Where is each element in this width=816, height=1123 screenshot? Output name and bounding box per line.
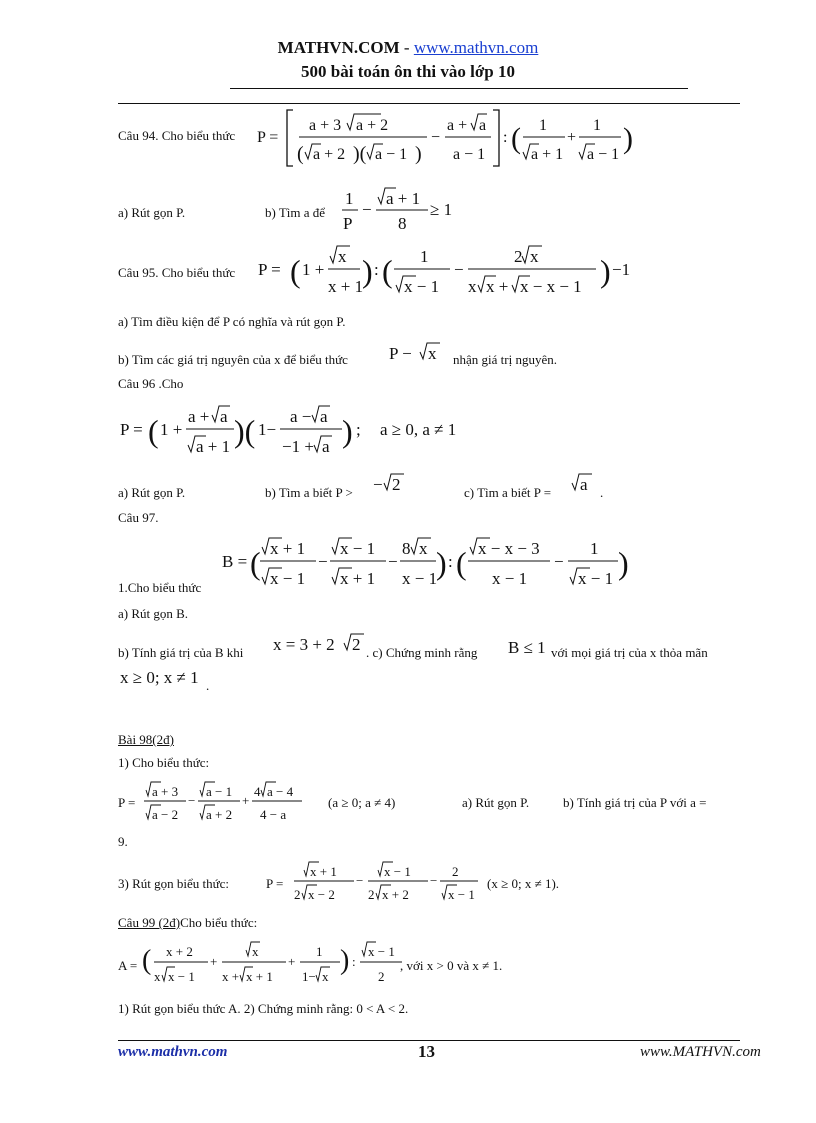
svg-text:): ) [415, 143, 422, 165]
q97-dot: . [206, 678, 210, 693]
q97-part-c-math: B ≤ 1 [508, 638, 546, 657]
q98-p1-formula [142, 778, 332, 826]
q96-part-b-math [372, 472, 412, 496]
footer-rule [118, 1040, 740, 1041]
svg-text:−: − [373, 475, 383, 494]
svg-text:(: ( [511, 122, 521, 155]
svg-text:2: 2 [392, 475, 401, 494]
svg-text:a +: a + [447, 117, 468, 134]
svg-text:): ) [618, 545, 629, 581]
q99-tasks: 1) Rút gọn biểu thức A. 2) Chứng minh rằng: 0 < A < 2. [118, 1001, 409, 1016]
q99-title: Câu 99 (2đ) [118, 915, 181, 930]
q97-part-c-post: với mọi giá trị của x thỏa mãn [551, 645, 708, 660]
svg-text:a ≥ 0, a ≠ 1: a ≥ 0, a ≠ 1 [380, 420, 457, 439]
svg-text:P −: P − [389, 344, 412, 363]
separator: - [399, 38, 414, 57]
svg-text:−: − [362, 200, 372, 219]
svg-text:+: + [242, 793, 250, 808]
q96-part-c: c) Tìm a biết P = [464, 485, 552, 500]
q96-part-a: a) Rút gọn P. [118, 485, 186, 500]
svg-text:x: x [338, 247, 347, 266]
q97-part-b: b) Tính giá trị của B khi [118, 645, 244, 660]
q96-part-b: b) Tìm a biết P > [265, 485, 353, 500]
q95-part-b-pre: b) Tìm các giá trị nguyên của x để biểu thức [118, 352, 348, 367]
q99-title-row [118, 915, 257, 931]
svg-text:x +: x + [222, 969, 240, 984]
svg-text:a − 2: a − 2 [152, 807, 179, 822]
svg-text:−: − [454, 260, 464, 279]
svg-text:x: x [419, 539, 428, 558]
svg-text:−: − [318, 552, 328, 571]
svg-text:(: ( [297, 143, 304, 165]
svg-text:2: 2 [452, 864, 459, 879]
svg-text:x: x [322, 969, 329, 984]
svg-text:x + 1: x + 1 [246, 969, 273, 984]
svg-text:a: a [322, 437, 330, 456]
svg-text:): ) [600, 253, 611, 289]
svg-text:P =: P = [258, 260, 281, 279]
svg-text:(: ( [456, 545, 467, 581]
q96-dot: . [600, 485, 604, 500]
svg-text:a − 1: a − 1 [375, 146, 408, 163]
q97-part-a: a) Rút gọn B. [118, 606, 189, 621]
svg-text:x +: x + [486, 277, 509, 296]
q98-p1-b-val: 9. [118, 834, 128, 849]
svg-text:(: ( [148, 413, 159, 449]
svg-text:1: 1 [345, 189, 354, 208]
svg-text:4 − a: 4 − a [260, 807, 287, 822]
svg-text:x − 1: x − 1 [368, 944, 395, 959]
svg-text:x + 2: x + 2 [382, 887, 409, 902]
svg-text:x + 1: x + 1 [310, 864, 337, 879]
svg-text:x: x [154, 969, 161, 984]
svg-text:2: 2 [352, 635, 361, 654]
svg-text:a − 1: a − 1 [587, 146, 620, 163]
svg-text:): ) [340, 945, 350, 976]
svg-text:x − 1: x − 1 [340, 539, 376, 558]
site-link[interactable]: www.mathvn.com [413, 38, 539, 57]
svg-text:x: x [468, 277, 477, 296]
svg-text:x − x − 1: x − x − 1 [520, 277, 582, 296]
q95-part-a: a) Tìm điều kiện để P có nghĩa và rút gọn P. [118, 314, 346, 329]
svg-text:x − x − 3: x − x − 3 [478, 539, 540, 558]
svg-text:x + 1: x + 1 [270, 539, 306, 558]
svg-text:x − 1: x − 1 [384, 864, 411, 879]
svg-text:x − 1: x − 1 [448, 887, 475, 902]
svg-text:x = 3 + 2: x = 3 + 2 [273, 635, 335, 654]
q95-intro: Câu 95. Cho biểu thức [118, 265, 236, 280]
header-title [0, 38, 816, 58]
svg-text:a + 2: a + 2 [313, 146, 346, 163]
svg-text:2: 2 [294, 887, 301, 902]
site-name: MATHVN.COM [277, 38, 400, 57]
svg-text:a + 2: a + 2 [356, 117, 389, 134]
svg-text:≥ 1: ≥ 1 [430, 200, 453, 219]
svg-text:1−: 1− [258, 420, 277, 439]
q98-p1-cond: (a ≥ 0; a ≠ 4) [328, 795, 396, 810]
q99-title-post: Cho biểu thức: [180, 915, 258, 930]
svg-text:x − 1: x − 1 [168, 969, 195, 984]
q98-p1: 1) Cho biểu thức: [118, 755, 210, 770]
q98-p3-formula [292, 858, 482, 906]
q98-p1-b: b) Tính giá trị của P với a = [563, 795, 707, 810]
svg-text:)(: )( [353, 143, 367, 165]
q99-a-label: A = [118, 958, 138, 973]
svg-text:): ) [623, 122, 633, 155]
svg-text:a: a [220, 407, 228, 426]
svg-text:1: 1 [593, 117, 601, 134]
q97-formula [220, 530, 632, 594]
svg-text:x: x [252, 944, 259, 959]
svg-text:a − 1: a − 1 [453, 146, 486, 163]
svg-text:1: 1 [420, 247, 429, 266]
svg-text:a + 3: a + 3 [309, 117, 342, 134]
svg-text:−1 +: −1 + [282, 437, 314, 456]
svg-text:−: − [430, 873, 438, 888]
q95-part-b-post: nhận giá trị nguyên. [453, 352, 557, 367]
svg-text::: : [374, 260, 379, 279]
q99-cond: , với x > 0 và x ≠ 1. [400, 958, 503, 973]
svg-text::: : [503, 129, 508, 146]
svg-text:x: x [428, 344, 437, 363]
q98-p-label: P = [118, 795, 136, 810]
svg-text:8: 8 [402, 539, 411, 558]
svg-text:(: ( [250, 545, 261, 581]
svg-text:1: 1 [590, 539, 599, 558]
footer-link-left[interactable]: www.mathvn.com [118, 1044, 228, 1060]
svg-text:): ) [436, 545, 447, 581]
q96-part-c-math [570, 472, 600, 496]
svg-text:+: + [210, 954, 218, 969]
q98-p1-a: a) Rút gọn P. [462, 795, 530, 810]
svg-text:1 +: 1 + [302, 260, 325, 279]
q94-part-b: b) Tìm a để [265, 205, 326, 220]
svg-text:8: 8 [398, 214, 407, 233]
q98-p3: 3) Rút gọn biểu thức: [118, 876, 230, 891]
svg-text:x − 1: x − 1 [270, 569, 306, 588]
svg-text:a: a [479, 117, 487, 134]
page-number: 13 [418, 1042, 435, 1061]
q96-formula [118, 398, 478, 462]
header-underline [230, 88, 688, 89]
svg-text:4: 4 [254, 784, 261, 799]
svg-text:a +: a + [188, 407, 210, 426]
svg-text:(: ( [382, 253, 393, 289]
svg-text:x: x [530, 247, 539, 266]
q98-p3-cond: (x ≥ 0; x ≠ 1). [487, 876, 560, 891]
svg-text:x + 2: x + 2 [166, 944, 193, 959]
q97-part-c: . c) Chứng minh rằng [366, 645, 478, 660]
svg-text:x + 1: x + 1 [340, 569, 376, 588]
svg-text:a + 1: a + 1 [531, 146, 564, 163]
q94-part-b-math [340, 186, 460, 234]
q97-title: Câu 97. [118, 510, 159, 525]
svg-text:x − 1: x − 1 [404, 277, 440, 296]
svg-text:x − 1: x − 1 [578, 569, 614, 588]
footer-link-right[interactable]: www.MATHVN.com [640, 1044, 761, 1060]
svg-text:P =: P = [120, 420, 143, 439]
svg-text:−1: −1 [612, 260, 631, 279]
svg-text:a + 1: a + 1 [196, 437, 231, 456]
q97-condition: x ≥ 0; x ≠ 1 [120, 668, 199, 687]
svg-text:−: − [388, 552, 398, 571]
q98-p3-label: P = [266, 876, 284, 891]
svg-text:(: ( [290, 253, 301, 289]
svg-text:;: ; [356, 420, 361, 439]
q94-intro: Câu 94. Cho biểu thức [118, 128, 236, 143]
svg-text:a + 2: a + 2 [206, 807, 233, 822]
svg-text:): ) [342, 413, 353, 449]
svg-text:1: 1 [539, 117, 547, 134]
svg-text:+: + [288, 954, 296, 969]
svg-text:P: P [343, 214, 353, 233]
svg-text:x − 2: x − 2 [308, 887, 335, 902]
svg-text:a + 1: a + 1 [386, 189, 421, 208]
q94-part-a: a) Rút gọn P. [118, 205, 186, 220]
svg-text:P =: P = [257, 129, 279, 146]
svg-text:1−: 1− [302, 969, 316, 984]
svg-text:−: − [554, 552, 564, 571]
svg-text:−: − [431, 129, 441, 146]
svg-text:a + 3: a + 3 [152, 784, 179, 799]
q98-title: Bài 98(2đ) [118, 732, 174, 747]
q95-formula [256, 240, 646, 302]
svg-text:a: a [320, 407, 328, 426]
header-subtitle: 500 bài toán ôn thi vào lớp 10 [301, 62, 515, 81]
svg-text:1: 1 [316, 944, 323, 959]
q99-formula [142, 936, 418, 990]
svg-text:−: − [356, 873, 364, 888]
svg-text:(: ( [142, 945, 152, 976]
svg-text:+: + [567, 129, 577, 146]
svg-text::: : [448, 552, 453, 571]
svg-text:a − 4: a − 4 [267, 784, 294, 799]
svg-text::: : [352, 954, 356, 969]
svg-text:a −: a − [290, 407, 312, 426]
svg-text:a − 1: a − 1 [206, 784, 233, 799]
svg-text:)(: )( [234, 413, 256, 449]
q97-part-b-math [272, 630, 370, 656]
q97-given: 1.Cho biểu thức [118, 580, 202, 595]
svg-text:B =: B = [222, 552, 248, 571]
svg-text:2: 2 [368, 887, 375, 902]
svg-text:2: 2 [514, 247, 523, 266]
svg-text:x + 1: x + 1 [328, 277, 364, 296]
svg-text:x − 1: x − 1 [492, 569, 528, 588]
svg-text:x − 1: x − 1 [402, 569, 438, 588]
svg-text:1 +: 1 + [160, 420, 183, 439]
q94-formula [255, 104, 635, 170]
svg-text:): ) [362, 253, 373, 289]
svg-text:−: − [188, 793, 196, 808]
svg-text:2: 2 [378, 969, 385, 984]
q96-title: Câu 96 .Cho [118, 376, 184, 391]
q95-part-b-math [388, 340, 450, 364]
svg-text:a: a [580, 475, 588, 494]
